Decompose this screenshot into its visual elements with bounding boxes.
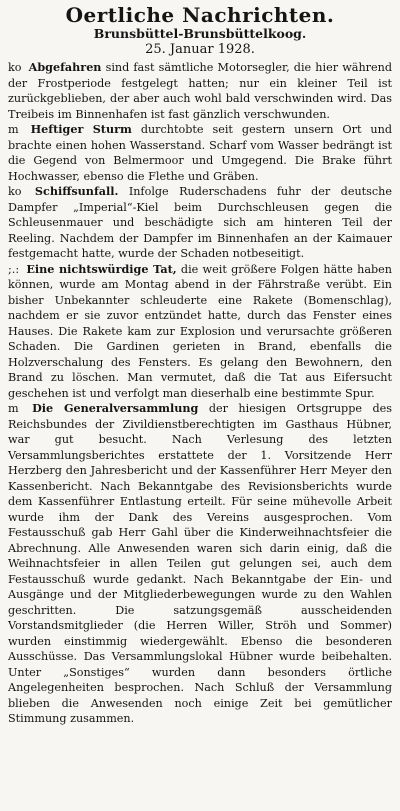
article-marker: m	[8, 402, 19, 415]
location-subtitle: Brunsbüttel-Brunsbüttelkoog.	[93, 26, 307, 41]
issue-date: 25. Januar 1928.	[145, 42, 255, 57]
article-lead: Eine nichtswürdige Tat,	[26, 261, 177, 276]
article-lead: Schiffsunfall.	[34, 184, 119, 198]
article-storm	[8, 122, 392, 184]
article-text: die weit größere Folgen hätte haben können, wurde am Montag abend in der Fährstraße verübt. Ein bisher Unbekannter schleuderte eine Rakete (Bomenschlag), nachdem er sie zuvor entzündet hatte, durch das Fenster eines Hauses. Die Rakete kam zur Explosion und verursachte größeren Schaden. Die Gardinen gerieten in Brand, ebenfalls die Holzverschalung des Fensters. Es gelang den Bewohnern, den Brand zu löschen. Man vermutet, daß die Tat aus Eifersucht geschehen ist und verfolgt man dieserhalb eine bestimmte Spur.	[8, 262, 392, 400]
article-marker: ko	[8, 185, 22, 198]
article-text: Infolge Ruderschadens fuhr der deutsche Dampfer „Imperial“-Kiel beim Durchschleusen gegen die Schleusenmauer und beschädigte sich am hinteren Teil der Reeling. Nachdem der Dampfer im Binnenhafen an der Kaimauer festgemacht hatte, wurde der Schaden notbeseitigt.	[8, 185, 392, 260]
article-lead: Abgefahren	[28, 60, 102, 74]
article-text: der hiesigen Ortsgruppe des Reichsbundes der Zivildienstberechtigten im Gasthaus Hübner, war gut besucht. Nach Verlesung des letzten Versammlungsberichtes erstattete der 1. Vorsitzende Herr Herzberg den Jahresbericht und der Kassenführer Herr Meyer den Kassenbericht. Nach Bekanntgabe des Revisionsberichts wurde dem Kassenführer Entlastung erteilt. Für seine mühevolle Arbeit wurde ihm der Dank des Vereins ausgesprochen. Vom Festausschuß gab Herr Gahl über die Kinderweihnachtsfeier die Abrechnung. Alle Anwesenden waren sich darin einig, daß die Weihnachtsfeier in allen Teilen gut gelungen sei, auch dem Festausschuß wurde gedankt. Nach Bekanntgabe der Ein- und Ausgänge und der Mitgliederbewegungen wurde zu den Wahlen geschritten. Die satzungsgemäß ausscheidenden Vorstandsmitglieder (die Herren Willer, Ströh und Sommer) wurden einstimmig wiedergewählt. Ebenso die besonderen Ausschüsse. Das Versammlungslokal Hübner wurde beibehalten. Unter „Sonstiges“ wurden dann besonders örtliche Angelegenheiten besprochen. Nach Schluß der Versammlung blieben die Anwesenden noch einige Zeit bei gemütlicher Stimmung zusammen.	[8, 402, 392, 725]
article-text: durchtobte seit gestern unsern Ort und brachte einen hohen Wasserstand. Scharf vom Wasser bedrängt ist die Gegend von Belmermoor und Umgegend. Die Brake führt Hochwasser, ebenso die Flethe und Gräben.	[8, 123, 392, 183]
article-lead: Die Generalversammlung	[32, 401, 199, 415]
article-ship-accident	[8, 184, 392, 262]
article-departures	[8, 60, 392, 122]
article-general-assembly	[8, 401, 392, 727]
article-marker: ;.:	[8, 262, 20, 276]
section-header	[8, 4, 392, 57]
article-marker: ko	[8, 61, 22, 74]
article-marker: m	[8, 123, 19, 136]
article-vandalism	[8, 262, 392, 402]
article-text: sind fast sämtliche Motorsegler, die hier während der Frostperiode festgelegt hatten; nur ein kleiner Teil ist zurückgeblieben, der aber auch wohl bald verschwinden wird. Das Treibeis im Binnenhafen ist fast gänzlich verschwunden.	[8, 61, 392, 121]
section-title: Oertliche Nachrichten.	[65, 3, 335, 27]
article-lead: Heftiger Sturm	[30, 122, 132, 136]
